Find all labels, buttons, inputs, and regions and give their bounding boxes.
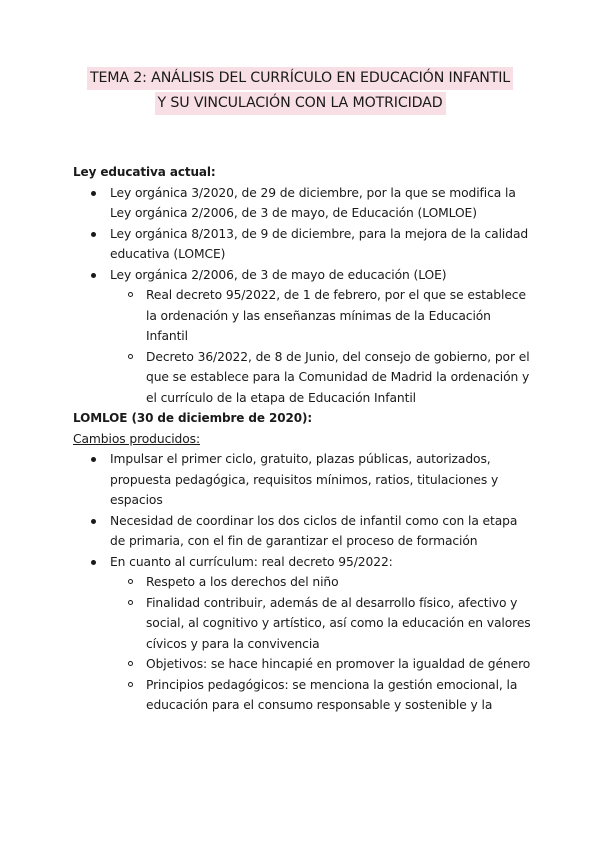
section-heading-ley-educativa: Ley educativa actual: <box>73 165 216 179</box>
list-item <box>73 552 533 716</box>
sub-list-item: Real decreto 95/2022, de 1 de febrero, por el que se establece la ordenación y las enseñanzas mínimas de la Educación Infantil <box>110 285 533 347</box>
sub-list <box>110 572 533 716</box>
sub-list <box>110 285 533 408</box>
title-line-2: Y SU VINCULACIÓN CON LA MOTRICIDAD <box>155 92 446 115</box>
list-item: Impulsar el primer ciclo, gratuito, plazas públicas, autorizados, propuesta pedagógica, requisitos mínimos, ratios, titulaciones y espacios <box>73 449 533 511</box>
list-item <box>73 265 533 409</box>
document-title <box>0 66 600 116</box>
list-item-text: Ley orgánica 2/2006, de 3 de mayo de educación (LOE) <box>110 267 447 282</box>
list-item: Necesidad de coordinar los dos ciclos de infantil como con la etapa de primaria, con el fin de garantizar el proceso de formación <box>73 511 533 552</box>
cambios-list <box>73 449 533 716</box>
sub-list-item: Objetivos: se hace hincapié en promover la igualdad de género <box>110 654 533 675</box>
ley-educativa-list <box>73 183 533 409</box>
subheading-cambios: Cambios producidos: <box>73 431 201 446</box>
sub-list-item: Finalidad contribuir, además de al desarrollo físico, afectivo y social, al cognitivo y artístico, así como la educación en valores cívicos y para la convivencia <box>110 593 533 655</box>
title-line-1: TEMA 2: ANÁLISIS DEL CURRÍCULO EN EDUCACIÓN INFANTIL <box>87 67 513 90</box>
list-item-text: En cuanto al currículum: real decreto 95/2022: <box>110 554 393 569</box>
sub-list-item: Principios pedagógicos: se menciona la gestión emocional, la educación para el consumo responsable y sostenible y la <box>110 675 533 716</box>
sub-list-item: Respeto a los derechos del niño <box>110 572 533 593</box>
sub-list-item: Decreto 36/2022, de 8 de Junio, del consejo de gobierno, por el que se establece para la Comunidad de Madrid la ordenación y el currículo de la etapa de Educación Infantil <box>110 347 533 409</box>
list-item: Ley orgánica 3/2020, de 29 de diciembre, por la que se modifica la Ley orgánica 2/2006, de 3 de mayo, de Educación (LOMLOE) <box>73 183 533 224</box>
document-body <box>73 162 533 716</box>
section-heading-lomloe: LOMLOE (30 de diciembre de 2020): <box>73 411 313 425</box>
list-item: Ley orgánica 8/2013, de 9 de diciembre, para la mejora de la calidad educativa (LOMCE) <box>73 224 533 265</box>
